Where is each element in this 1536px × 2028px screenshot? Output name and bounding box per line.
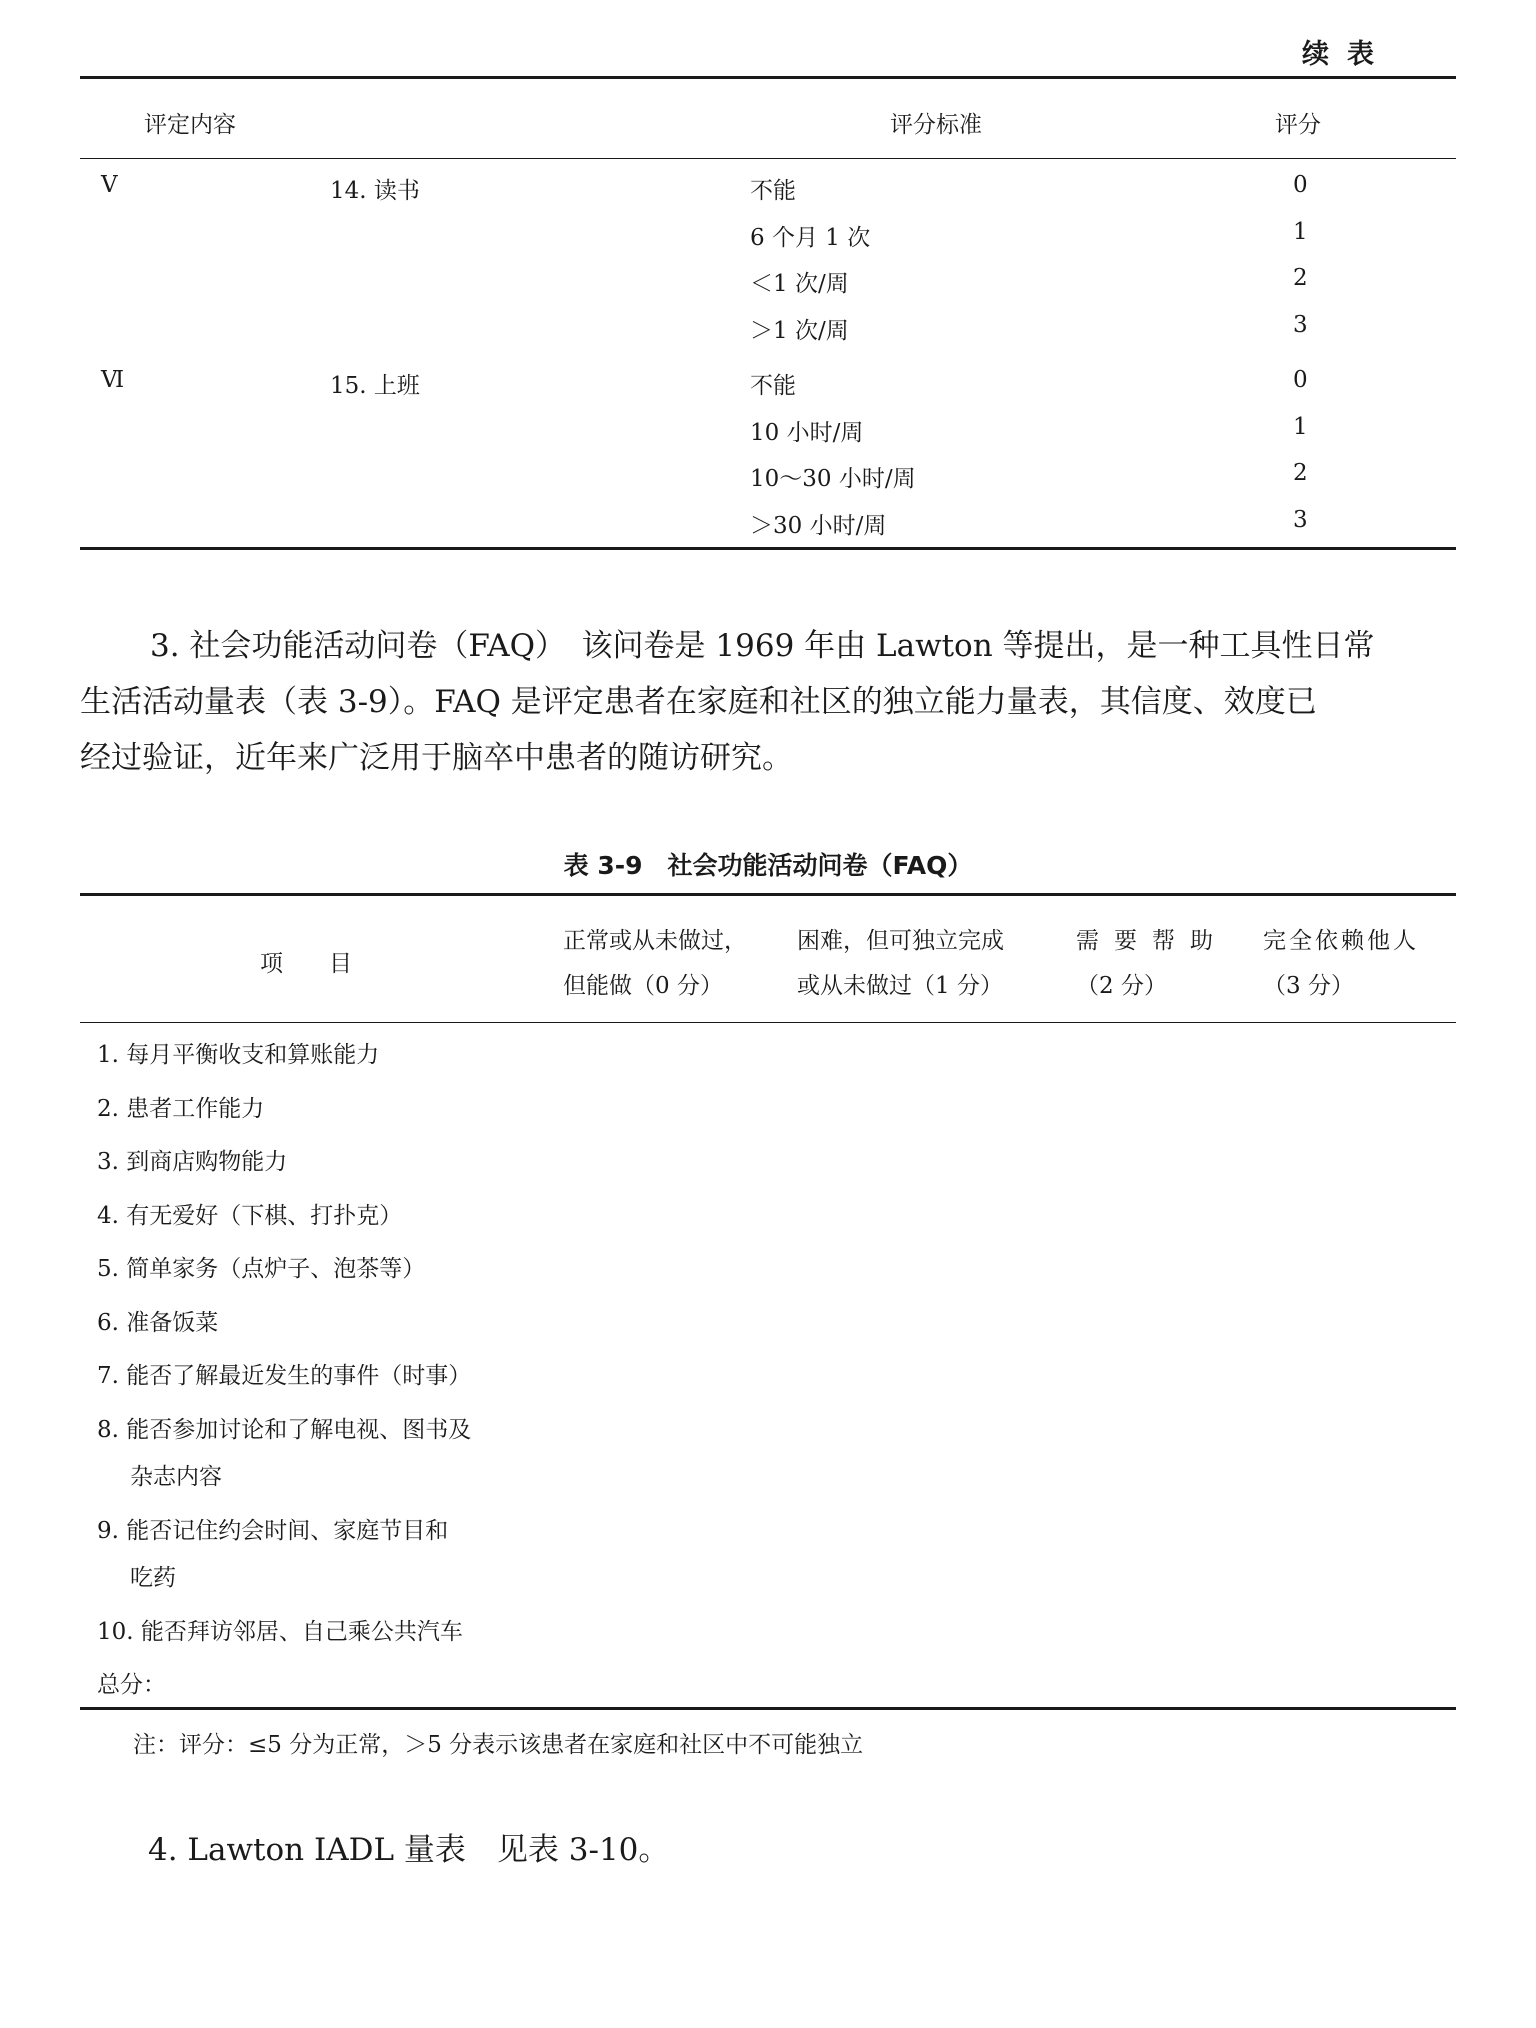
table1-score: 2 (1293, 460, 1308, 486)
table1-header-score: 评分 (1275, 112, 1321, 138)
table1-criterion: 不能 (750, 178, 796, 204)
table2-total-label: 总分： (97, 1672, 166, 1698)
table2-header-col3-line1: 完全依赖他人 (1263, 928, 1419, 954)
table1-top-rule (80, 76, 1456, 79)
table1-criterion: ＜1 次/周 (750, 271, 849, 297)
table2-row: 6. 准备饭菜 (97, 1310, 219, 1336)
table1-criterion: ＞1 次/周 (750, 318, 849, 344)
table-note: 注：评分：≤5 分为正常，＞5 分表示该患者在家庭和社区中不可能独立 (133, 1732, 864, 1758)
table1-criterion: 10～30 小时/周 (750, 466, 916, 492)
table2-row: 10. 能否拜访邻居、自己乘公共汽车 (97, 1619, 463, 1645)
table1-score: 3 (1293, 507, 1308, 533)
table1-criterion: 不能 (750, 373, 796, 399)
table1-score: 1 (1293, 219, 1308, 245)
table2-header-rule (80, 1022, 1456, 1023)
table1-header-content: 评定内容 (144, 112, 236, 138)
table1-criterion: ＞30 小时/周 (750, 513, 887, 539)
table2-row: 3. 到商店购物能力 (97, 1149, 288, 1175)
table1-score: 2 (1293, 265, 1308, 291)
table1-score: 0 (1293, 367, 1308, 393)
table2-top-rule (80, 893, 1456, 896)
table2-row-continuation: 吃药 (130, 1565, 176, 1591)
table1-group-roman: Ⅵ (101, 367, 125, 393)
table1-group-item: 15. 上班 (330, 373, 420, 399)
table2-row: 8. 能否参加讨论和了解电视、图书及 (97, 1417, 472, 1443)
table2-row: 7. 能否了解最近发生的事件（时事） (97, 1363, 472, 1389)
table2-header-col2-line2: （2 分） (1076, 973, 1167, 999)
table2-header-col2-line1: 需要帮助 (1076, 928, 1228, 954)
table2-header-item: 项 目 (260, 951, 352, 977)
section-4-heading: 4. Lawton IADL 量表 见表 3-10。 (148, 1832, 670, 1868)
table1-header-criteria: 评分标准 (890, 112, 982, 138)
table1-group-item: 14. 读书 (330, 178, 420, 204)
table1-header-rule (80, 158, 1456, 159)
table1-bottom-rule (80, 547, 1456, 550)
table2-header-col3-line2: （3 分） (1263, 973, 1354, 999)
body-paragraph (80, 618, 1456, 786)
table2-header-col0-line2: 但能做（0 分） (563, 973, 723, 999)
table2-row: 5. 简单家务（点炉子、泡茶等） (97, 1256, 426, 1282)
table-caption: 表 3-9 社会功能活动问卷（FAQ） (563, 851, 973, 880)
table2-header-col0-line1: 正常或从未做过， (563, 928, 747, 954)
table1-score: 1 (1293, 414, 1308, 440)
table1-score: 3 (1293, 312, 1308, 338)
table2-row-continuation: 杂志内容 (130, 1464, 222, 1490)
table1-criterion: 6 个月 1 次 (750, 225, 871, 251)
table2-header-col1-line2: 或从未做过（1 分） (797, 973, 1003, 999)
continued-table-label: 续表 (1302, 39, 1392, 70)
table1-score: 0 (1293, 172, 1308, 198)
table1-group-roman: Ⅴ (101, 172, 118, 198)
paragraph-line: 3. 社会功能活动问卷（FAQ） 该问卷是 1969 年由 Lawton 等提出，是一种工具性日常 (150, 628, 1375, 664)
table2-row: 9. 能否记住约会时间、家庭节目和 (97, 1518, 449, 1544)
table2-bottom-rule (80, 1707, 1456, 1710)
table2-header-col1-line1: 困难，但可独立完成 (797, 928, 1004, 954)
table2-row: 4. 有无爱好（下棋、打扑克） (97, 1203, 403, 1229)
table2-row: 2. 患者工作能力 (97, 1096, 265, 1122)
paragraph-line: 生活活动量表（表 3-9）。FAQ 是评定患者在家庭和社区的独立能力量表，其信度、效度已 (80, 684, 1317, 720)
table2-row: 1. 每月平衡收支和算账能力 (97, 1042, 380, 1068)
paragraph-line: 经过验证，近年来广泛用于脑卒中患者的随访研究。 (80, 740, 793, 776)
table1-criterion: 10 小时/周 (750, 420, 864, 446)
